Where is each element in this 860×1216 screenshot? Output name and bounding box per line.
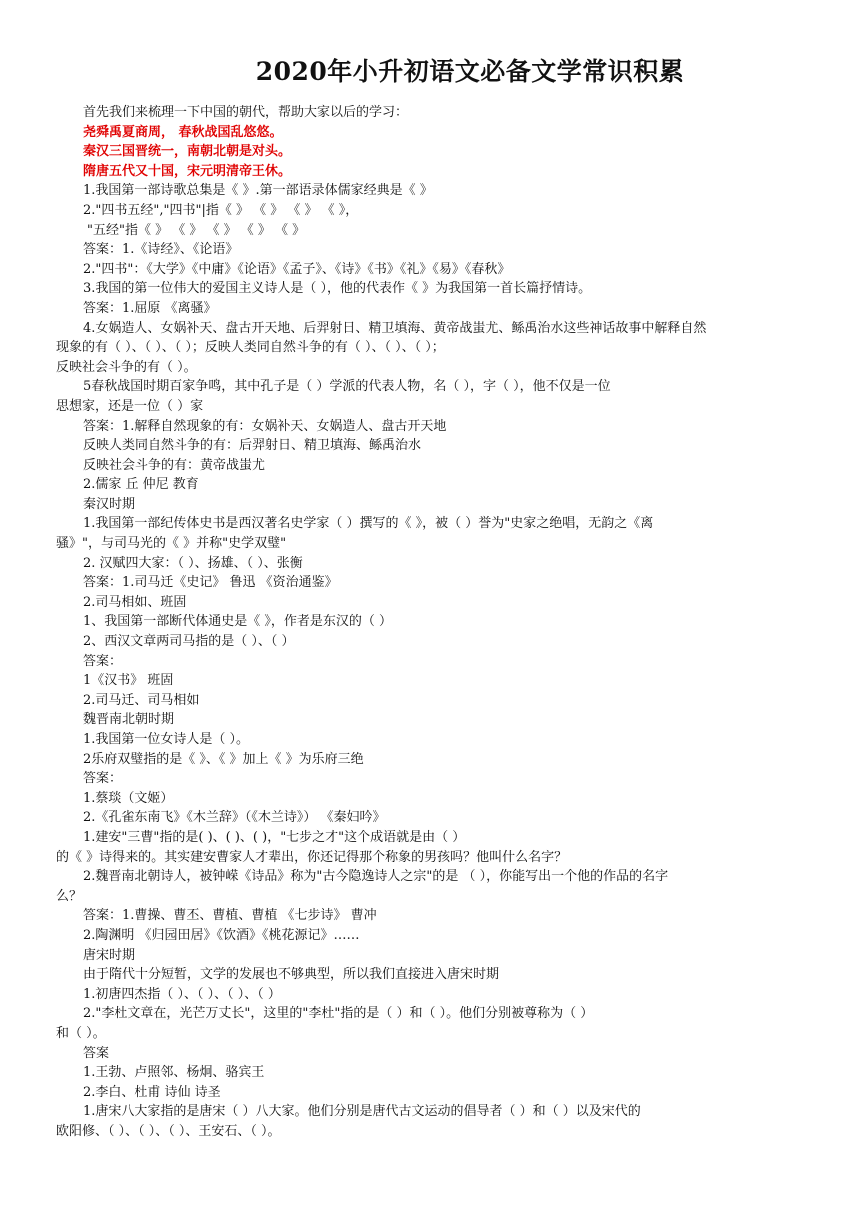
text-line-ts-ans: 答案	[83, 1045, 110, 1061]
text-line-qh-q1a: 1.我国第一部纪传体史书是西汉著名史学家（ ）撰写的《 》，被（ ）誉为"史家之绝唱，无韵之《离	[83, 516, 654, 532]
text-line-ts-q1: 1.初唐四杰指（ ）、（ ）、（ ）、（ ）	[83, 986, 281, 1002]
text-line-rhyme-2: 秦汉三国晋统一，南朝北朝是对头。	[83, 144, 292, 160]
text-line-q-1: 1.我国第一部诗歌总集是《 》.第一部语录体儒家经典是《 》	[83, 183, 433, 199]
text-line-a-3: 答案：1.屈原 《离骚》	[83, 300, 217, 316]
text-line-q-2b: "五经"指《 》 《 》 《 》 《 》 《 》	[87, 222, 306, 238]
text-line-qh-a3: 1《汉书》 班固	[83, 673, 174, 689]
text-line-a-2: 2."四书"：《大学》《中庸》《论语》《孟子》、《诗》《书》《礼》《易》《春秋》	[83, 261, 511, 277]
text-line-wj-a1: 1.蔡琰（文姬）	[83, 790, 174, 806]
text-line-qh-q1b: 骚》"，与司马光的《 》并称"史学双璧"	[56, 536, 287, 552]
text-line-wj-a4: 2.陶渊明 《归园田居》《饮酒》《桃花源记》……	[83, 927, 360, 943]
text-line-q-4a: 4.女娲造人、女娲补天、盘古开天地、后羿射日、精卫填海、黄帝战蚩尤、鲧禹治水这些神话故事中解释自然	[83, 320, 707, 336]
text-line-ts-a1: 1.王勃、卢照邻、杨炯、骆宾王	[83, 1065, 265, 1081]
text-line-qh-a4: 2.司马迁、司马相如	[83, 692, 200, 708]
text-line-rhyme-3: 隋唐五代又十国，宋元明清帝王休。	[83, 163, 292, 179]
text-line-qh-a1: 答案：1.司马迁《史记》 鲁迅 《资治通鉴》	[83, 575, 338, 591]
text-line-wj-q2: 2乐府双璧指的是《 》、《 》加上《 》为乐府三绝	[83, 751, 364, 767]
text-line-era-tang: 唐宋时期	[83, 947, 136, 963]
text-line-rhyme-1: 尧舜禹夏商周， 春秋战国乱悠悠。	[83, 124, 283, 140]
document-title: 2020年小升初语文必备文学常识积累	[255, 57, 685, 86]
text-line-era-wei: 魏晋南北朝时期	[83, 712, 175, 728]
text-line-wj-q4a: 2.魏晋南北朝诗人，被钟嵘《诗品》称为"古今隐逸诗人之宗"的是 （ ），你能写出一个他的作品的名字	[83, 869, 669, 885]
text-line-wj-q1: 1.我国第一位女诗人是（ ）。	[83, 732, 250, 747]
text-line-ts-intro: 由于隋代十分短暂，文学的发展也不够典型，所以我们直接进入唐宋时期	[83, 967, 500, 983]
text-line-intro: 首先我们来梳理一下中国的朝代，帮助大家以后的学习：	[83, 105, 409, 120]
text-line-q-4b: 现象的有（ ）、（ ）、（ ）；反映人类同自然斗争的有（ ）、（ ）、（ ）；	[56, 340, 445, 356]
text-line-qh-q2: 2. 汉赋四大家：（ ）、扬雄、（ ）、张衡	[83, 555, 303, 571]
text-line-qh-a2: 2.司马相如、班固	[83, 594, 187, 610]
text-line-wj-a3: 答案：1.曹操、曹丕、曹植、曹植 《七步诗》 曹冲	[83, 908, 377, 924]
text-line-wj-q3a: 1.建安"三曹"指的是( )、( )、( )，"七步之才"这个成语就是由（ ）	[83, 829, 466, 845]
text-line-ts-q3a: 1.唐宋八大家指的是唐宋（ ）八大家。他们分别是唐代古文运动的倡导者（ ）和（ ）以及宋代的	[83, 1104, 641, 1120]
text-line-wj-q3b: 的《 》诗得来的。其实建安曹家人才辈出，你还记得那个称象的男孩吗？他叫什么名字？	[56, 849, 568, 865]
text-line-wj-a2: 2.《孔雀东南飞》《木兰辞》（《木兰诗》） 《秦妇吟》	[83, 810, 386, 826]
text-line-qh-ans: 答案：	[83, 653, 123, 669]
text-line-a-4b: 反映人类同自然斗争的有：后羿射日、精卫填海、鲧禹治水	[83, 438, 422, 454]
text-line-era-qinhan: 秦汉时期	[83, 496, 136, 512]
text-line-a-1: 答案：1.《诗经》、《论语》	[83, 242, 239, 258]
text-line-ts-q3b: 欧阳修、（ ）、（ ）、（ ）、王安石、（ ）。	[56, 1123, 281, 1139]
text-line-q-5a: 5春秋战国时期百家争鸣，其中孔子是（ ）学派的代表人物，名（ ），字（ ），他不仅是一位	[83, 379, 611, 395]
text-line-a-4c: 反映社会斗争的有：黄帝战蚩尤	[83, 457, 266, 473]
text-line-q-4c: 反映社会斗争的有（ ）。	[56, 359, 197, 375]
text-line-ts-q2b: 和（ ）。	[56, 1025, 106, 1041]
text-line-qh-q4: 2、西汉文章两司马指的是（ ）、（ ）	[83, 634, 295, 650]
text-line-ts-a2: 2.李白、杜甫 诗仙 诗圣	[83, 1084, 221, 1100]
text-line-wj-q4b: 么？	[56, 888, 83, 904]
text-line-ts-q2a: 2."李杜文章在，光芒万丈长"，这里的"李杜"指的是（ ）和（ ）。他们分别被尊称为（ ）	[83, 1006, 594, 1022]
text-line-qh-q3: 1、我国第一部断代体通史是《 》，作者是东汉的（ ）	[83, 614, 393, 630]
text-line-q-2a: 2."四书五经","四书"|指《 》 《 》 《 》 《 》，	[83, 202, 359, 218]
text-line-a-5: 2.儒家 丘 仲尼 教育	[83, 477, 199, 493]
text-line-q-5b: 思想家，还是一位（ ）家	[56, 398, 204, 414]
document-body	[56, 103, 810, 1141]
text-line-a-4a: 答案：1.解释自然现象的有：女娲补天、女娲造人、盘古开天地	[83, 418, 447, 434]
text-line-q-3: 3.我国的第一位伟大的爱国主义诗人是（ ），他的代表作《 》为我国第一首长篇抒情诗。	[83, 281, 592, 297]
text-line-wj-ans: 答案：	[83, 771, 123, 787]
